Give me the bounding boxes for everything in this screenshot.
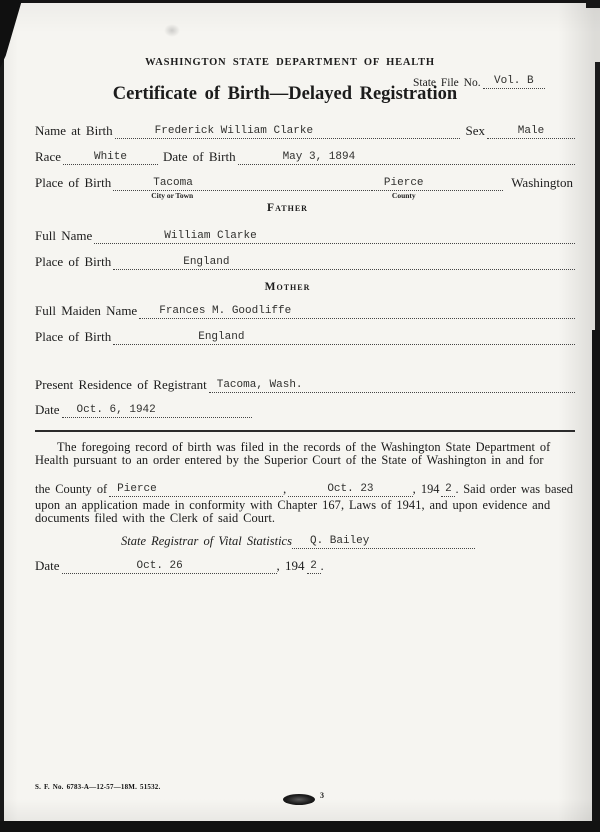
filing-year-prefix: , 194 xyxy=(276,558,305,573)
residence-value: Tacoma, Wash. xyxy=(216,379,303,391)
registrant-date-field xyxy=(62,398,252,418)
father-name-field xyxy=(94,224,575,244)
printers-mark-number: 3 xyxy=(320,791,324,800)
filing-paragraph-2 xyxy=(35,499,575,526)
certificate-title: Certificate of Birth—Delayed Registration xyxy=(112,84,458,104)
registrar-signature-field xyxy=(292,530,475,549)
filing-year-value: 2 xyxy=(310,560,317,572)
race-dob-row xyxy=(35,146,575,165)
race-label: Race xyxy=(35,149,61,164)
father-pob-label: Place of Birth xyxy=(35,254,112,269)
residence-field xyxy=(209,373,575,393)
dob-field xyxy=(238,145,575,165)
father-pob-value: England xyxy=(183,256,230,268)
mother-name-row xyxy=(35,300,575,319)
filing-date-value: Oct. 26 xyxy=(136,560,183,572)
name-value: Frederick William Clarke xyxy=(154,125,314,137)
filing-date-label: Date xyxy=(35,558,60,573)
filing-paragraph-1-line-2: Health pursuant to an order entered by the Superior Court of the State of Washington in and for xyxy=(35,453,544,468)
printers-union-mark xyxy=(283,794,315,805)
pob-city-value: Tacoma xyxy=(153,177,193,189)
filing-paragraph-1 xyxy=(35,441,575,468)
registrar-row xyxy=(35,531,535,549)
name-row xyxy=(35,120,575,139)
pob-county-value: Pierce xyxy=(383,177,424,189)
filing-date-row xyxy=(35,556,575,574)
mother-pob-label: Place of Birth xyxy=(35,329,112,344)
dob-value: May 3, 1894 xyxy=(282,151,356,163)
father-pob-field xyxy=(113,250,575,270)
state-file-label: State File No. xyxy=(413,77,481,89)
sex-value: Male xyxy=(517,125,545,137)
registrant-date-label: Date xyxy=(35,402,60,417)
birthplace-row xyxy=(35,172,575,200)
pob-city-field xyxy=(113,171,372,200)
race-field xyxy=(63,145,158,165)
order-year-field xyxy=(441,477,455,497)
scan-edge-right-lower xyxy=(592,330,600,832)
order-year-prefix: , 194 xyxy=(412,482,440,496)
state-file-value: Vol. B xyxy=(493,75,534,87)
mother-name-label: Full Maiden Name xyxy=(35,303,138,318)
order-date-field xyxy=(288,477,412,497)
filing-date-field xyxy=(62,555,277,574)
mother-name-field xyxy=(139,299,575,319)
pob-label: Place of Birth xyxy=(35,175,112,190)
section-divider-rule xyxy=(35,430,575,432)
mother-section-heading: Mother xyxy=(264,281,311,293)
father-name-row xyxy=(35,225,575,244)
pob-county-caption: County xyxy=(391,191,416,200)
filing-paragraph-2-line-2: documents filed with the Clerk of said Court. xyxy=(35,511,276,526)
pob-city-caption: City or Town xyxy=(151,191,194,200)
father-name-value: William Clarke xyxy=(164,230,257,242)
filing-paragraph-2-line-1: upon an application made in conformity with Chapter 167, Laws of 1941, and upon evidence and xyxy=(35,498,551,512)
pob-county-field xyxy=(372,171,503,200)
pob-state-label: Washington xyxy=(511,175,573,190)
mother-pob-value: England xyxy=(198,331,245,343)
registrar-label: State Registrar of Vital Statistics xyxy=(121,534,292,548)
scan-edge-bottom xyxy=(0,821,600,832)
registrar-signature-value: Q. Bailey xyxy=(309,535,370,547)
filing-year-field xyxy=(307,555,321,574)
order-date-value: Oct. 23 xyxy=(327,483,374,495)
county-field xyxy=(109,477,283,497)
dob-label: Date of Birth xyxy=(162,149,236,164)
father-name-label: Full Name xyxy=(35,228,93,243)
filing-paragraph-1-line-1: The foregoing record of birth was filed in the records of the Washington State Department of xyxy=(57,440,551,454)
mother-pob-field xyxy=(113,325,575,345)
race-value: White xyxy=(93,151,127,163)
order-suffix: . Said order was based xyxy=(455,482,573,496)
sex-label: Sex xyxy=(465,123,485,138)
county-comma: , xyxy=(283,482,287,496)
residence-row xyxy=(35,374,575,393)
form-number: S. F. No. 6783-A—12-57—18M. 51532. xyxy=(35,783,161,791)
father-birthplace-row xyxy=(35,251,575,270)
name-field xyxy=(115,119,460,139)
county-label: the County of xyxy=(35,482,108,496)
department-heading: WASHINGTON STATE DEPARTMENT OF HEALTH xyxy=(145,57,435,68)
county-order-row xyxy=(35,478,575,497)
mother-name-value: Frances M. Goodliffe xyxy=(159,305,292,317)
registrant-date-value: Oct. 6, 1942 xyxy=(76,404,156,416)
scan-edge-top xyxy=(0,0,600,3)
father-section-heading: Father xyxy=(267,202,308,214)
registrant-date-row xyxy=(35,399,575,418)
mother-birthplace-row xyxy=(35,326,575,345)
name-label: Name at Birth xyxy=(35,123,113,138)
scan-corner-notch xyxy=(586,0,600,8)
county-value: Pierce xyxy=(117,483,157,495)
scan-smudge xyxy=(164,24,180,37)
filing-date-period: . xyxy=(320,558,324,573)
scan-edge-left xyxy=(0,0,4,832)
sex-field xyxy=(487,119,575,139)
residence-label: Present Residence of Registrant xyxy=(35,377,207,392)
order-year-value: 2 xyxy=(445,483,452,495)
